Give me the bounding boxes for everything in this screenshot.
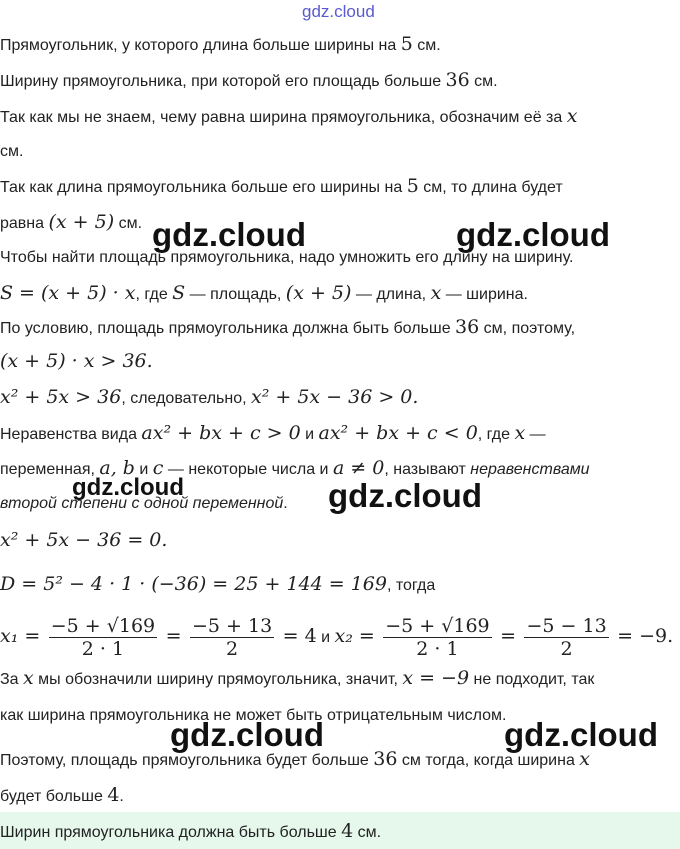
line-3: Так как мы не знаем, чему равна ширина прямоугольника, обозначим её за x [0, 105, 578, 127]
line-6: равна (x + 5) см. [0, 211, 143, 233]
line-21: будет больше 4. [0, 784, 124, 806]
line-7: Чтобы найти площадь прямоугольника, надо умножить его длину на ширину. [0, 249, 574, 266]
line-14: второй степени с одной переменной. [0, 495, 288, 512]
fraction-2: $\frac{-5 + 13}{2}$ [191, 615, 273, 661]
watermark-5: gdz.cloud [170, 716, 324, 753]
line-12: Неравенства вида ax² + bx + c > 0 и ax² + bx + c < 0, где x — [0, 422, 546, 444]
fraction-4: $\frac{-5 - 13}{2}$ [526, 615, 607, 661]
line-17-roots: x₁ = $\frac{-5 + √169}{2 \cdot 1}$ = $\frac{-5 + 13}{2}$ = 4 и x₂ = $\frac{-5 + √169}{2 \cdot 1}$ = $\frac{-5 - 13}{2}$ = −9. [0, 615, 674, 661]
line-11: x² + 5x > 36, следовательно, x² + 5x − 36 > 0. [0, 386, 419, 408]
watermark-4: gdz.cloud [328, 477, 482, 514]
line-2: Ширину прямоугольника, при которой его площадь больше 36 см. [0, 69, 498, 91]
fraction-3: $\frac{-5 + √169}{2 \cdot 1}$ [385, 615, 490, 661]
line-20: Поэтому, площадь прямоугольника будет больше 36 см тогда, когда ширина x [0, 748, 590, 770]
line-4: см. [0, 143, 24, 160]
line-5: Так как длина прямоугольника больше его ширины на 5 см, то длина будет [0, 175, 563, 197]
line-16: D = 5² − 4 · 1 · (−36) = 25 + 144 = 169, тогда [0, 573, 436, 595]
fraction-1: $\frac{-5 + √169}{2 \cdot 1}$ [50, 615, 156, 661]
line-10: (x + 5) · x > 36. [0, 350, 153, 372]
line-15: x² + 5x − 36 = 0. [0, 529, 168, 551]
line-1: Прямоугольник, у которого длина больше ширины на 5 см. [0, 33, 441, 55]
answer-line: Ширин прямоугольника должна быть больше 4 см. [0, 820, 382, 842]
line-13: переменная, a, b и c — некоторые числа и a ≠ 0, называют неравенствами [0, 457, 590, 479]
line-19: как ширина прямоугольника не может быть отрицательным числом. [0, 707, 507, 724]
line-9: По условию, площадь прямоугольника должна быть больше 36 см, поэтому, [0, 316, 576, 338]
line-18: За x мы обозначили ширину прямоугольника, значит, x = −9 не подходит, так [0, 667, 595, 689]
watermark-3: gdz.cloud [72, 474, 184, 501]
line-8: S = (x + 5) · x, где S — площадь, (x + 5) — длина, x — ширина. [0, 282, 528, 304]
watermark-1: gdz.cloud [152, 216, 306, 253]
watermark-2: gdz.cloud [456, 216, 610, 253]
watermark-6: gdz.cloud [504, 716, 658, 753]
watermark-top: gdz.cloud [302, 2, 375, 21]
